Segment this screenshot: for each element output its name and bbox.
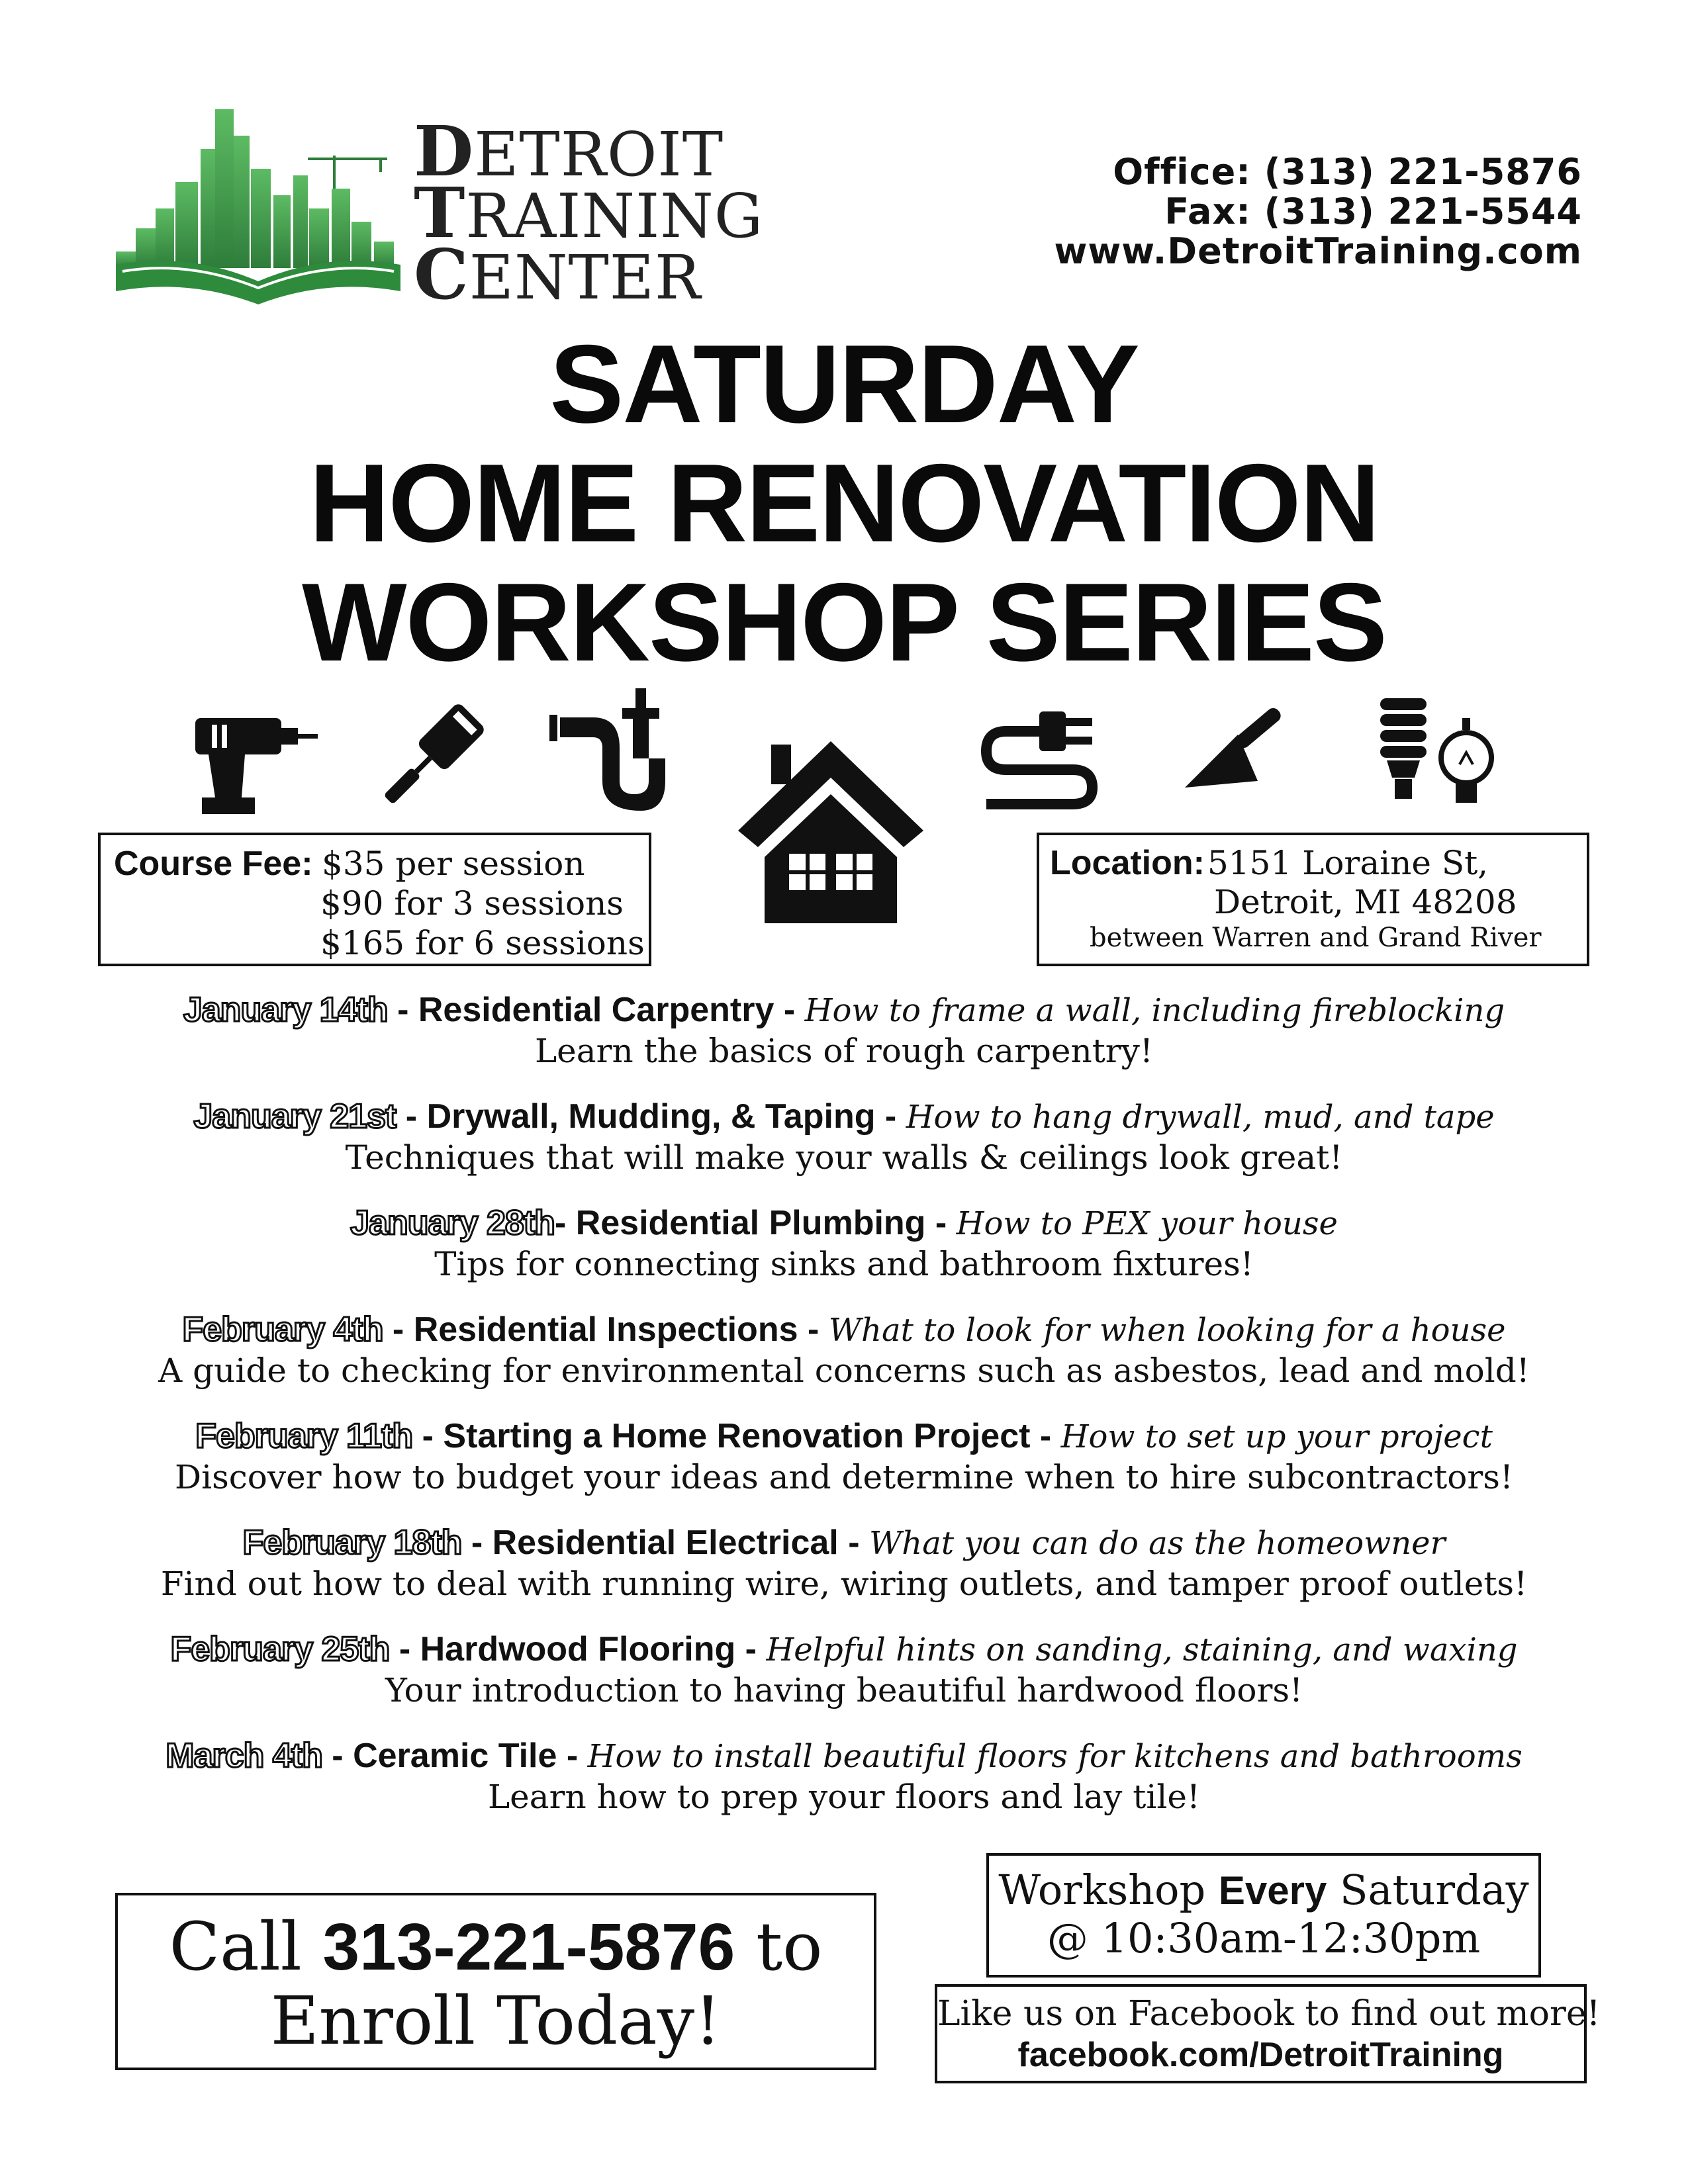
session-topic: Residential Carpentry <box>418 991 774 1029</box>
logo-word: ETROIT <box>474 119 724 190</box>
trowel-icon <box>1178 695 1297 794</box>
session-topic: Ceramic Tile <box>353 1737 557 1775</box>
session-date: January 28th <box>350 1204 555 1242</box>
session-sep: - <box>925 1204 957 1242</box>
city-skyline-book-logo <box>116 109 400 308</box>
session-item <box>0 1096 1688 1177</box>
session-summary: Find out how to deal with running wire, wiring outlets, and tamper proof outlets! <box>160 1565 1528 1603</box>
workshop-time: @ 10:30am-12:30pm <box>1047 1914 1481 1962</box>
drill-icon <box>189 705 321 817</box>
session-summary: Tips for connecting sinks and bathroom fixtures! <box>434 1245 1254 1283</box>
fax-number: Fax: (313) 221-5544 <box>1164 191 1582 232</box>
session-sep: - <box>735 1630 767 1668</box>
session-description: How to hang drywall, mud, and tape <box>906 1099 1495 1136</box>
session-date: January 21st <box>193 1097 397 1136</box>
location-street: 5151 Loraine St, <box>1207 844 1489 882</box>
session-item <box>0 1629 1688 1710</box>
logo-letter: D <box>414 111 475 192</box>
session-description: What to look for when looking for a house <box>828 1312 1506 1349</box>
title-line: HOME RENOVATION <box>309 441 1379 565</box>
workshop-time-box <box>986 1853 1541 1978</box>
session-summary: A guide to checking for environmental concerns such as asbestos, lead and mold! <box>158 1351 1530 1390</box>
session-sep: - <box>1030 1417 1061 1455</box>
session-item <box>0 1416 1688 1497</box>
location-box <box>1037 833 1589 966</box>
session-sep: - <box>387 991 418 1029</box>
session-date: January 14th <box>183 991 388 1029</box>
session-topic: Hardwood Flooring <box>420 1630 736 1668</box>
workshop-suffix: Saturday <box>1327 1866 1529 1914</box>
title-line: WORKSHOP SERIES <box>302 560 1386 684</box>
pipe-icon <box>549 688 682 821</box>
session-description: Helpful hints on sanding, staining, and waxing <box>766 1631 1518 1668</box>
session-sep: - <box>412 1417 444 1455</box>
logo <box>116 109 764 315</box>
house-icon <box>735 735 927 927</box>
logo-word: ENTER <box>469 242 702 313</box>
session-sep: - <box>838 1524 869 1562</box>
session-topic: Residential Plumbing <box>575 1204 926 1242</box>
enroll-suffix: to <box>735 1908 823 1985</box>
light-bulb-icon <box>1374 692 1499 811</box>
session-topic: Residential Inspections <box>413 1310 798 1349</box>
session-summary: Learn the basics of rough carpentry! <box>534 1032 1154 1070</box>
paint-roller-icon <box>371 698 490 817</box>
session-summary: Discover how to budget your ideas and determine when to hire subcontractors! <box>174 1458 1514 1496</box>
facebook-link[interactable]: facebook.com/DetroitTraining <box>1017 2036 1504 2074</box>
enroll-phone[interactable]: 313-221-5876 <box>322 1910 735 1984</box>
session-sep: - <box>322 1737 353 1775</box>
session-date: February 11th <box>195 1417 413 1455</box>
session-description: How to set up your project <box>1060 1418 1493 1455</box>
session-sep: - <box>774 991 805 1029</box>
session-sep: - <box>383 1310 414 1349</box>
session-topic: Residential Electrical <box>492 1524 839 1562</box>
enroll-call-box <box>115 1893 876 2070</box>
session-description: How to install beautiful floors for kitchens and bathrooms <box>587 1738 1523 1775</box>
session-item <box>0 1309 1688 1390</box>
session-description: How to frame a wall, including fireblocking <box>804 992 1505 1029</box>
session-item <box>0 1735 1688 1817</box>
session-summary: Your introduction to having beautiful hardwood floors! <box>385 1671 1303 1709</box>
session-item <box>0 1522 1688 1604</box>
fee-option: $35 per session <box>322 844 585 883</box>
session-summary: Learn how to prep your floors and lay tile! <box>487 1778 1201 1816</box>
course-fee-label: Course Fee: <box>114 844 313 883</box>
session-topic: Starting a Home Renovation Project <box>443 1417 1031 1455</box>
session-sep: - <box>461 1524 492 1562</box>
facebook-box <box>935 1984 1601 2083</box>
logo-word: RAINING <box>465 181 764 251</box>
session-topic: Drywall, Mudding, & Taping <box>426 1097 876 1136</box>
location-note: between Warren and Grand River <box>1090 923 1542 953</box>
enroll-prefix: Call <box>169 1908 323 1985</box>
location-label: Location: <box>1050 844 1205 882</box>
enroll-today: Enroll Today! <box>270 1982 722 2060</box>
plug-icon <box>980 698 1112 811</box>
contact-info <box>1055 152 1582 271</box>
course-fee-box <box>98 833 651 966</box>
session-sep: - <box>396 1097 427 1136</box>
session-date: February 25th <box>170 1630 390 1668</box>
session-sep: - <box>554 1204 576 1242</box>
location-city: Detroit, MI 48208 <box>1214 883 1517 921</box>
session-date: February 18th <box>242 1524 462 1562</box>
facebook-cta: Like us on Facebook to find out more! <box>937 1994 1601 2034</box>
session-description: How to PEX your house <box>956 1205 1338 1242</box>
fee-option: $165 for 6 sessions <box>320 924 645 962</box>
session-schedule <box>0 989 1688 1842</box>
session-item <box>0 989 1688 1071</box>
session-sep: - <box>798 1310 829 1349</box>
office-phone: Office: (313) 221-5876 <box>1113 151 1582 193</box>
logo-letter: T <box>414 172 466 253</box>
session-date: February 4th <box>182 1310 383 1349</box>
workshop-prefix: Workshop <box>998 1866 1219 1914</box>
logo-letter: C <box>414 234 469 315</box>
title-line: SATURDAY <box>549 322 1139 446</box>
fee-option: $90 for 3 sessions <box>320 884 624 923</box>
session-sep: - <box>557 1737 588 1775</box>
logo-wordmark <box>414 111 764 315</box>
session-date: March 4th <box>165 1737 322 1775</box>
website-link[interactable]: www.DetroitTraining.com <box>1054 230 1582 272</box>
session-sep: - <box>875 1097 906 1136</box>
page-title <box>0 324 1688 682</box>
session-summary: Techniques that will make your walls & ceilings look great! <box>345 1138 1343 1177</box>
session-description: What you can do as the homeowner <box>868 1525 1446 1562</box>
session-item <box>0 1203 1688 1284</box>
session-sep: - <box>389 1630 420 1668</box>
workshop-every: Every <box>1218 1868 1327 1913</box>
